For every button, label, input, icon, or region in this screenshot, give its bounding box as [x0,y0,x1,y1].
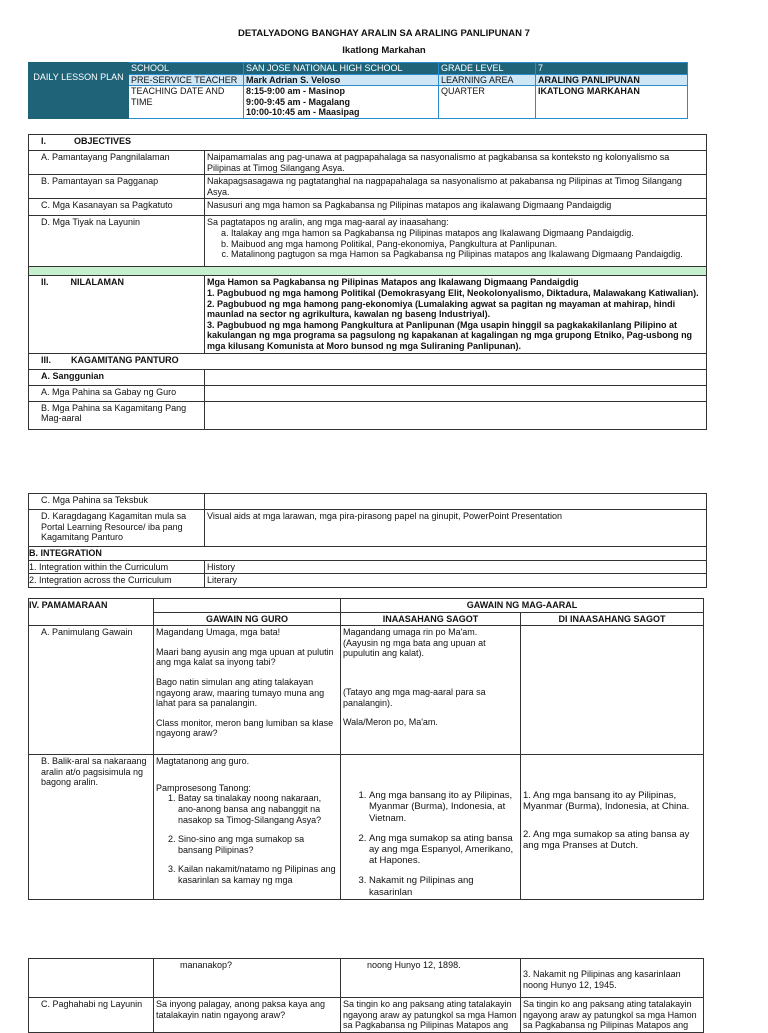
kagamitang-pang-mag-aaral-value [205,401,707,429]
paghahabi-inaasahang: Sa tingin ko ang paksang ating tatalakayin ngayong araw ay patungkol sa mga Hamon sa Pagkabansa ng Pilipinas Matapos ang [341,998,521,1033]
pamamaraan-table [28,598,704,900]
content-standard-label: A. Pamantayang Pangnilalaman [29,151,205,175]
pamamaraan-heading: IV. PAMAMARAAN [29,599,154,613]
objectives-table [28,134,707,430]
guro-line: Magandang Umaga, mga bata! [156,627,281,638]
header-table [28,62,688,119]
sagot-line: Magandang umaga rin po Ma'am. [343,627,478,638]
objective-item: c. Matalinong pagtugon sa mga Hamon sa Pagkabansa ng Pilipinas matapos ang Ikalawang Digmaang Pandaigdig. [231,249,704,260]
karagdagang-kagamitan-label: D. Karagdagang Kagamitan mula sa Portal Learning Resource/ iba pang Kagamitang Panturo [29,510,205,547]
document-subtitle: Ikatlong Markahan [342,45,426,56]
paghahabi-di-inaasahang: Sa tingin ko ang paksang ating tatalakayin ngayong araw ay patungkol sa mga Hamon sa Pagkabansa ng Pilipinas Matapos ang [521,998,704,1033]
gabay-guro-label: A. Mga Pahina sa Gabay ng Guro [29,385,205,401]
inaasahang-list [343,790,518,898]
gabay-guro-value [205,385,707,401]
kagamitang-pang-mag-aaral-label: B. Mga Pahina sa Kagamitang Pang Mag-aaral [29,401,205,429]
school-label: SCHOOL [129,63,244,75]
objective-item: a. Italakay ang mga hamon sa Pagkabansa ng Pilipinas matapos ang Ikalawang Digmaang Pandaigdig. [231,228,704,239]
panimulang-gawain-label: A. Panimulang Gawain [29,626,154,755]
document-title: DETALYADONG BANGHAY ARALIN SA ARALING PANLIPUNAN 7 [238,28,530,39]
gawain-mag-aaral-heading: GAWAIN NG MAG-AARAL [341,599,704,613]
quarter-label: QUARTER [439,86,536,119]
sagot-line: (Aayusin ng mga bata ang upuan at pupulutin ang kalat). [343,637,486,659]
karagdagang-kagamitan-value: Visual aids at mga larawan, mga pira-pirasong papel na ginupit, PowerPoint Presentation [205,510,707,547]
time-slot: 10:00-10:45 am - Maasipag [246,107,360,118]
performance-standard-label: B. Pamantayan sa Pagganap [29,175,205,199]
objectives-heading: I. OBJECTIVES [29,135,707,151]
integration-across-label: 2. Integration across the Curriculum [29,574,205,588]
nilalaman-label: II. NILALAMAN [29,276,205,353]
gawain-guro-heading: GAWAIN NG GURO [154,612,341,626]
school-value: SAN JOSE NATIONAL HIGH SCHOOL [244,63,439,75]
inaasahang-sagot-heading: INAASAHANG SAGOT [341,612,521,626]
di-answer-item: 3. Nakamit ng Pilipinas ang kasarinlaan noong Hunyo 12, 1945. [523,969,681,990]
di-answer-item: 2. Ang mga sumakop sa ating bansa ay ang mga Pranses at Dutch. [523,828,690,851]
sagot-line: (Tatayo ang mga mag-aaral para sa panalangin). [343,687,486,708]
panimulang-gawain-inaasahang [341,626,521,755]
teacher-value: Mark Adrian S. Veloso [244,74,439,86]
panimulang-gawain-guro [154,626,341,755]
daily-lesson-plan-label: DAILY LESSON PLAN [29,63,129,119]
teaching-time-value [244,86,439,119]
panimulang-gawain-di-inaasahang [521,626,704,755]
continued-guro: mananakop? [154,959,341,998]
continued-inaasahang: noong Hunyo 12, 1898. [341,959,521,998]
nilalaman-line: 1. Pagbubuod ng mga hamong Politikal (Demokrasyang Elit, Neokolonyalismo, Diktadura, Malawakang Katiwalian). [207,288,699,299]
resources-table [28,493,707,588]
question-item: 1. Batay sa tinalakay noong nakaraan, ano-anong bansa ang nabanggit na nasakop sa Timog-Silangang Asya? [178,793,338,825]
sanggunian-value [205,369,707,385]
di-inaasahang-sagot-heading: DI INAASAHANG SAGOT [521,612,704,626]
guro-questions [156,793,338,885]
teaching-date-label: TEACHING DATE AND TIME [129,86,244,119]
nilalaman-line: 2. Pagbubuod ng mga hamong pang-ekonomiya (Lumalaking agwat sa pagitan ng mayaman at mahirap, hindi maunlad na sector ng agrikultura, kawalan ng baseng Industriyal). [207,298,676,320]
balik-aral-label: B. Balik-aral sa nakaraang aralin at/o pagsisimula ng bagong aralin. [29,755,154,900]
quarter-value: IKATLONG MARKAHAN [536,86,688,119]
balik-aral-di-inaasahang [521,755,704,900]
grade-level-label: GRADE LEVEL [439,63,536,75]
content-standard-value: Naipamamalas ang pag-unawa at pagpapahalaga sa nasyonalismo at pagkabansa sa konteksto ng kolonyalismo sa Pilipinas at Timog Silangang Asya. [205,151,707,175]
balik-aral-inaasahang [341,755,521,900]
nilalaman-content [205,276,707,353]
paghahabi-label: C. Paghahabi ng Layunin [29,998,154,1033]
teacher-label: PRE-SERVICE TEACHER [129,74,244,86]
guro-line: Bago natin simulan ang ating talakayan ngayong araw, maaring tumayo muna ang lahat para sa panalangin. [156,677,325,709]
guro-line: Magtatanong ang guro. [156,756,250,767]
answer-item: 1. Ang mga bansang ito ay Pilipinas, Myanmar (Burma), Indonesia, at Vietnam. [369,790,518,824]
nilalaman-line: 3. Pagbubuod ng mga hamong Pangkultura at Panlipunan (Mga usapin hinggil sa pagkakakilanlang Pilipino at kakulangan ng mga programa sa pagsulong ng kapakanan at kagalingan ng mga grupong Etniko, Pag-usbong ng mga kilusang Komunista at Moro bunsod ng mga Suliraning Panlipunan). [207,319,693,352]
time-slot: 9:00-9:45 am - Magalang [246,96,351,107]
guro-line: Maari bang ayusin ang mga upuan at pulutin ang mga kalat sa inyong tabi? [156,646,334,668]
specific-objectives-value [205,216,707,267]
integration-within-label: 1. Integration within the Curriculum [29,560,205,574]
learning-area-label: LEARNING AREA [439,74,536,86]
teksbuk-label: C. Mga Pahina sa Teksbuk [29,494,205,510]
continued-di-inaasahang [521,959,704,998]
kagamitan-heading: III. KAGAMITANG PANTURO [29,353,707,369]
balik-aral-guro [154,755,341,900]
teksbuk-value [205,494,707,510]
objective-item: b. Maibuod ang mga hamong Politikal, Pang-ekonomiya, Pangkultura at Panlipunan. [231,239,704,250]
objectives-intro: Sa pagtatapos ng aralin, ang mga mag-aaral ay inaasahang: [207,217,449,228]
paghahabi-guro: Sa inyong palagay, anong paksa kaya ang tatalakayin natin ngayong araw? [154,998,341,1033]
learning-competency-label: C. Mga Kasanayan sa Pagkatuto [29,199,205,216]
time-slot: 8:15-9:00 am - Masinop [246,86,346,97]
answer-item: 3. Nakamit ng Pilipinas ang kasarinlan [369,875,518,897]
question-item: 2. Sino-sino ang mga sumakop sa bansang Pilipinas? [178,834,338,855]
integration-heading: B. INTEGRATION [29,547,205,561]
guro-line: Class monitor, meron bang lumiban sa klase ngayong araw? [156,717,334,739]
green-divider [29,267,707,276]
specific-objectives-label: D. Mga Tiyak na Layunin [29,216,205,267]
question-item: 3. Kailan nakamit/natamo ng Pilipinas ang kasarinlan sa kamay ng mga [178,864,338,885]
pamamaraan-continued-table [28,958,704,1033]
grade-level-value: 7 [536,63,688,75]
sanggunian-label: A. Sanggunian [29,369,205,385]
nilalaman-line: Mga Hamon sa Pagkabansa ng Pilipinas Matapos ang Ikalawang Digmaang Pandaigdig [207,277,579,288]
sagot-line: Wala/Meron po, Ma'am. [343,717,438,728]
guro-line: Pamprosesong Tanong: [156,782,251,793]
learning-competency-value: Nasusuri ang mga hamon sa Pagkabansa ng Pilipinas matapos ang ikalawang Digmaang Pandaigdig [205,199,707,216]
answer-item: 2. Ang mga sumakop sa ating bansa ay ang mga Espanyol, Amerikano, at Hapones. [369,833,518,867]
di-answer-item: 1. Ang mga bansang ito ay Pilipinas, Myanmar (Burma), Indonesia, at China. [523,790,690,813]
learning-area-value: ARALING PANLIPUNAN [536,74,688,86]
integration-across-value: Literary [205,574,707,588]
performance-standard-value: Nakapagsasagawa ng pagtatanghal na nagpapahalaga sa nasyonalismo at pakabansa ng Pilipinas at Timog Silangang Asya. [205,175,707,199]
objectives-list [207,228,704,260]
integration-within-value: History [205,560,707,574]
